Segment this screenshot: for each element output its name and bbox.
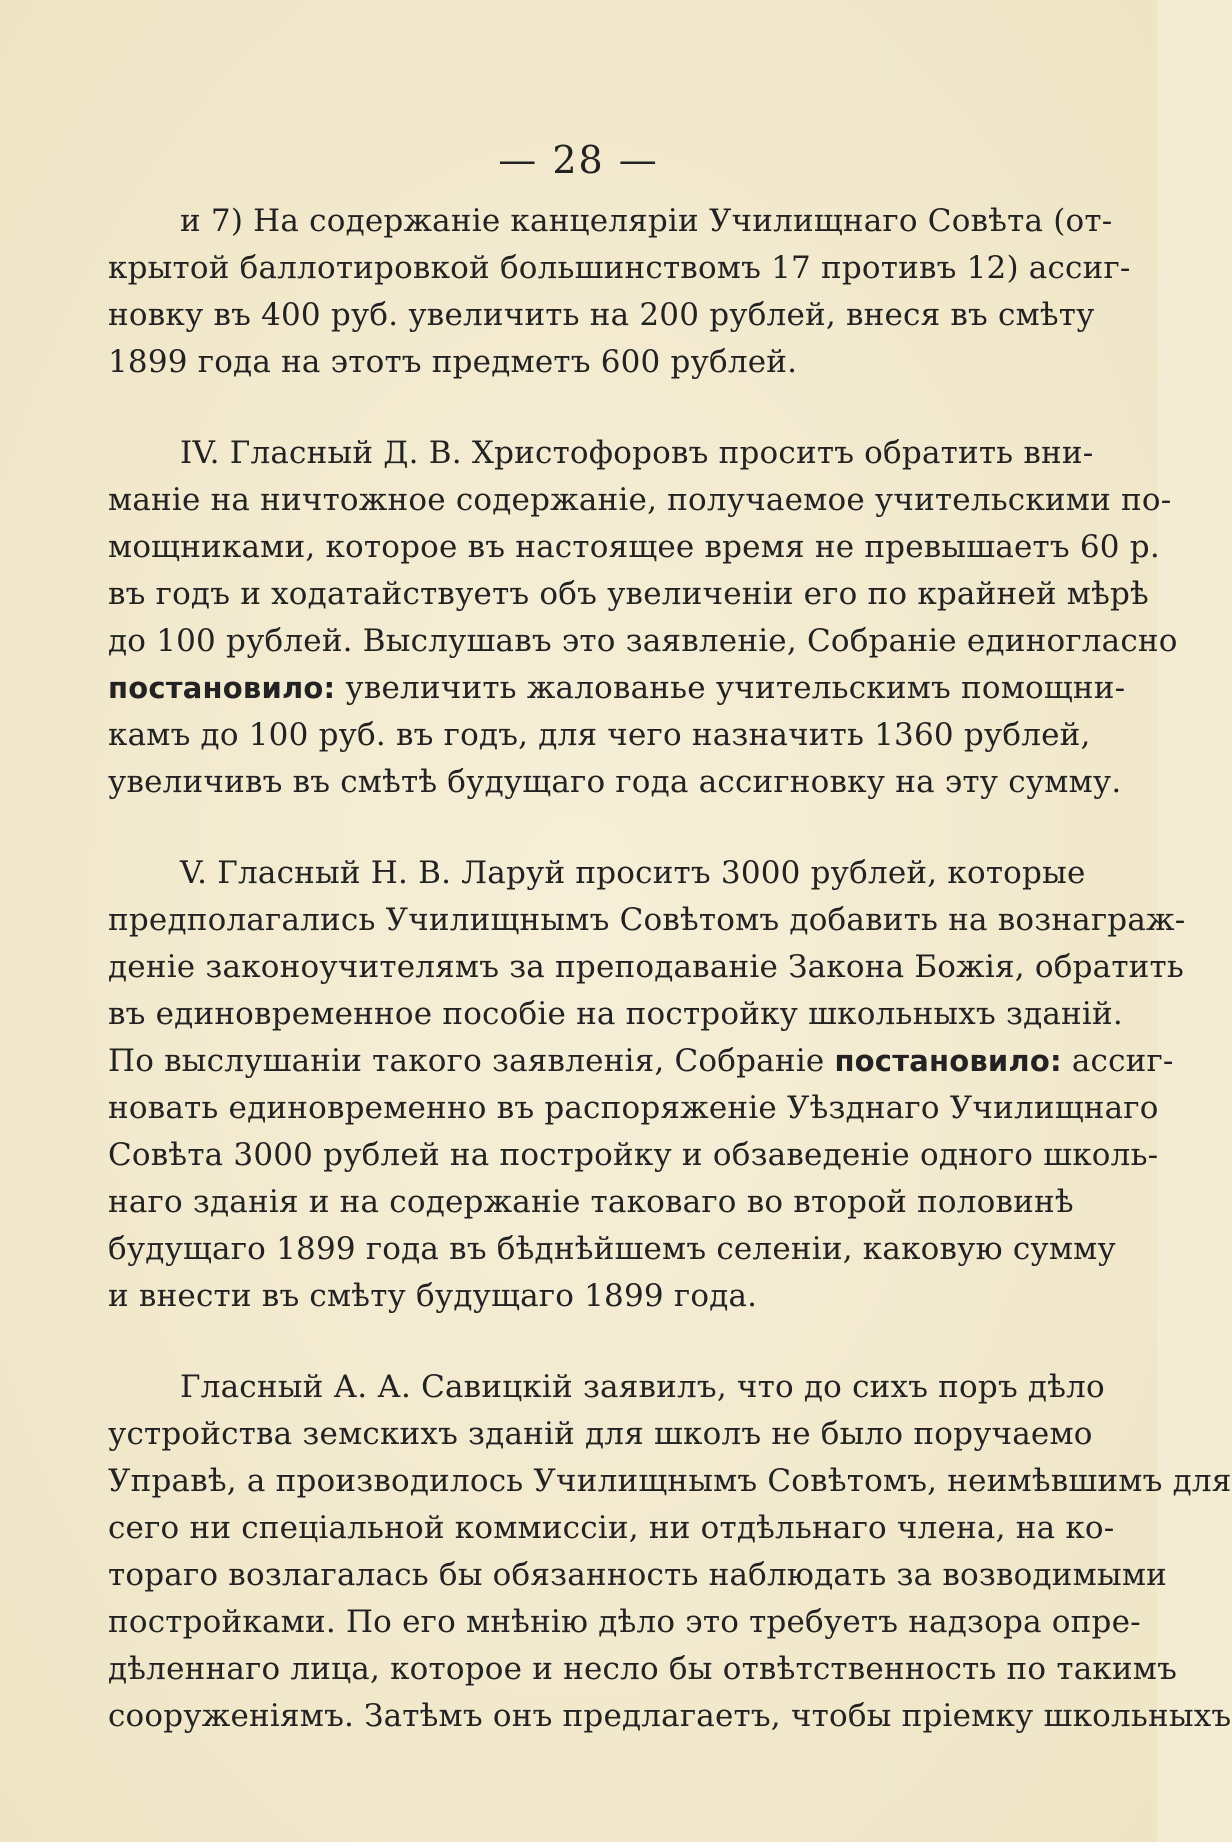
- text-line: сооруженіямъ. Затѣмъ онъ предлагаетъ, чтобы пріемку школьныхъ: [108, 1698, 1232, 1734]
- text-line: устройства земскихъ зданій для школъ не было поручаемо: [108, 1416, 1093, 1452]
- text-line: въ годъ и ходатайствуетъ объ увеличеніи его по крайней мѣрѣ: [108, 576, 1149, 612]
- text-line: тораго возлагалась бы обязанность наблюдать за возводимыми: [108, 1557, 1168, 1593]
- paragraph-1: [108, 198, 1131, 386]
- text-line: и 7) На содержаніе канцеляріи Училищнаго Совѣта (от-: [180, 203, 1113, 239]
- text-line: мощниками, которое въ настоящее время не превышаетъ 60 р.: [108, 529, 1160, 565]
- text-line: будущаго 1899 года въ бѣднѣйшемъ селеніи, каковую сумму: [108, 1231, 1116, 1267]
- text-line: новать единовременно въ распоряженіе Уѣзднаго Училищнаго: [108, 1090, 1159, 1126]
- text-line: Совѣта 3000 рублей на постройку и обзаведеніе одного школь-: [108, 1137, 1159, 1173]
- text-line: 1899 года на этотъ предметъ 600 рублей.: [108, 344, 798, 380]
- paragraph-2: [108, 430, 1178, 806]
- text-line: камъ до 100 руб. въ годъ, для чего назначить 1360 рублей,: [108, 717, 1091, 753]
- body-text: [108, 198, 1232, 1740]
- text-line: до 100 рублей. Выслушавъ это заявленіе, Собраніе единогласно: [108, 623, 1178, 659]
- paragraph-4: [108, 1364, 1232, 1740]
- text-line: сего ни спеціальной коммиссіи, ни отдѣльнаго члена, на ко-: [108, 1510, 1115, 1546]
- text-line: Управѣ, а производилось Училищнымъ Совѣтомъ, неимѣвшимъ для: [108, 1463, 1232, 1499]
- text-line: деніе законоучителямъ за преподаваніе Закона Божія, обратить: [108, 949, 1184, 985]
- text-line: въ единовременное пособіе на постройку школьныхъ зданій.: [108, 996, 1123, 1032]
- text-line: V. Гласный Н. В. Ларуй проситъ 3000 рублей, которые: [180, 855, 1086, 891]
- text-line: и внести въ смѣту будущаго 1899 года.: [108, 1278, 758, 1314]
- text-line: постановило: увеличить жалованье учительскимъ помощни-: [108, 670, 1126, 706]
- paragraph-3: [108, 850, 1186, 1320]
- text-line: крытой баллотировкой большинствомъ 17 противъ 12) ассиг-: [108, 250, 1131, 286]
- page-number: — 28 —: [498, 138, 659, 182]
- text-line: постройками. По его мнѣнію дѣло это требуетъ надзора опре-: [108, 1604, 1141, 1640]
- text-line: маніе на ничтожное содержаніе, получаемое учительскими по-: [108, 482, 1172, 518]
- text-line: По выслушаніи такого заявленія, Собраніе постановило: ассиг-: [108, 1043, 1174, 1079]
- text-line: Гласный А. А. Савицкій заявилъ, что до сихъ поръ дѣло: [180, 1369, 1105, 1405]
- text-line: новку въ 400 руб. увеличить на 200 рублей, внеся въ смѣту: [108, 297, 1095, 333]
- text-line: IV. Гласный Д. В. Христофоровъ проситъ обратить вни-: [180, 435, 1094, 471]
- text-line: предполагались Училищнымъ Совѣтомъ добавить на вознаграж-: [108, 902, 1186, 938]
- text-line: дѣленнаго лица, которое и несло бы отвѣтственность по такимъ: [108, 1651, 1178, 1687]
- text-line: увеличивъ въ смѣтѣ будущаго года ассигновку на эту сумму.: [108, 764, 1122, 800]
- text-line: наго зданія и на содержаніе таковаго во второй половинѣ: [108, 1184, 1074, 1220]
